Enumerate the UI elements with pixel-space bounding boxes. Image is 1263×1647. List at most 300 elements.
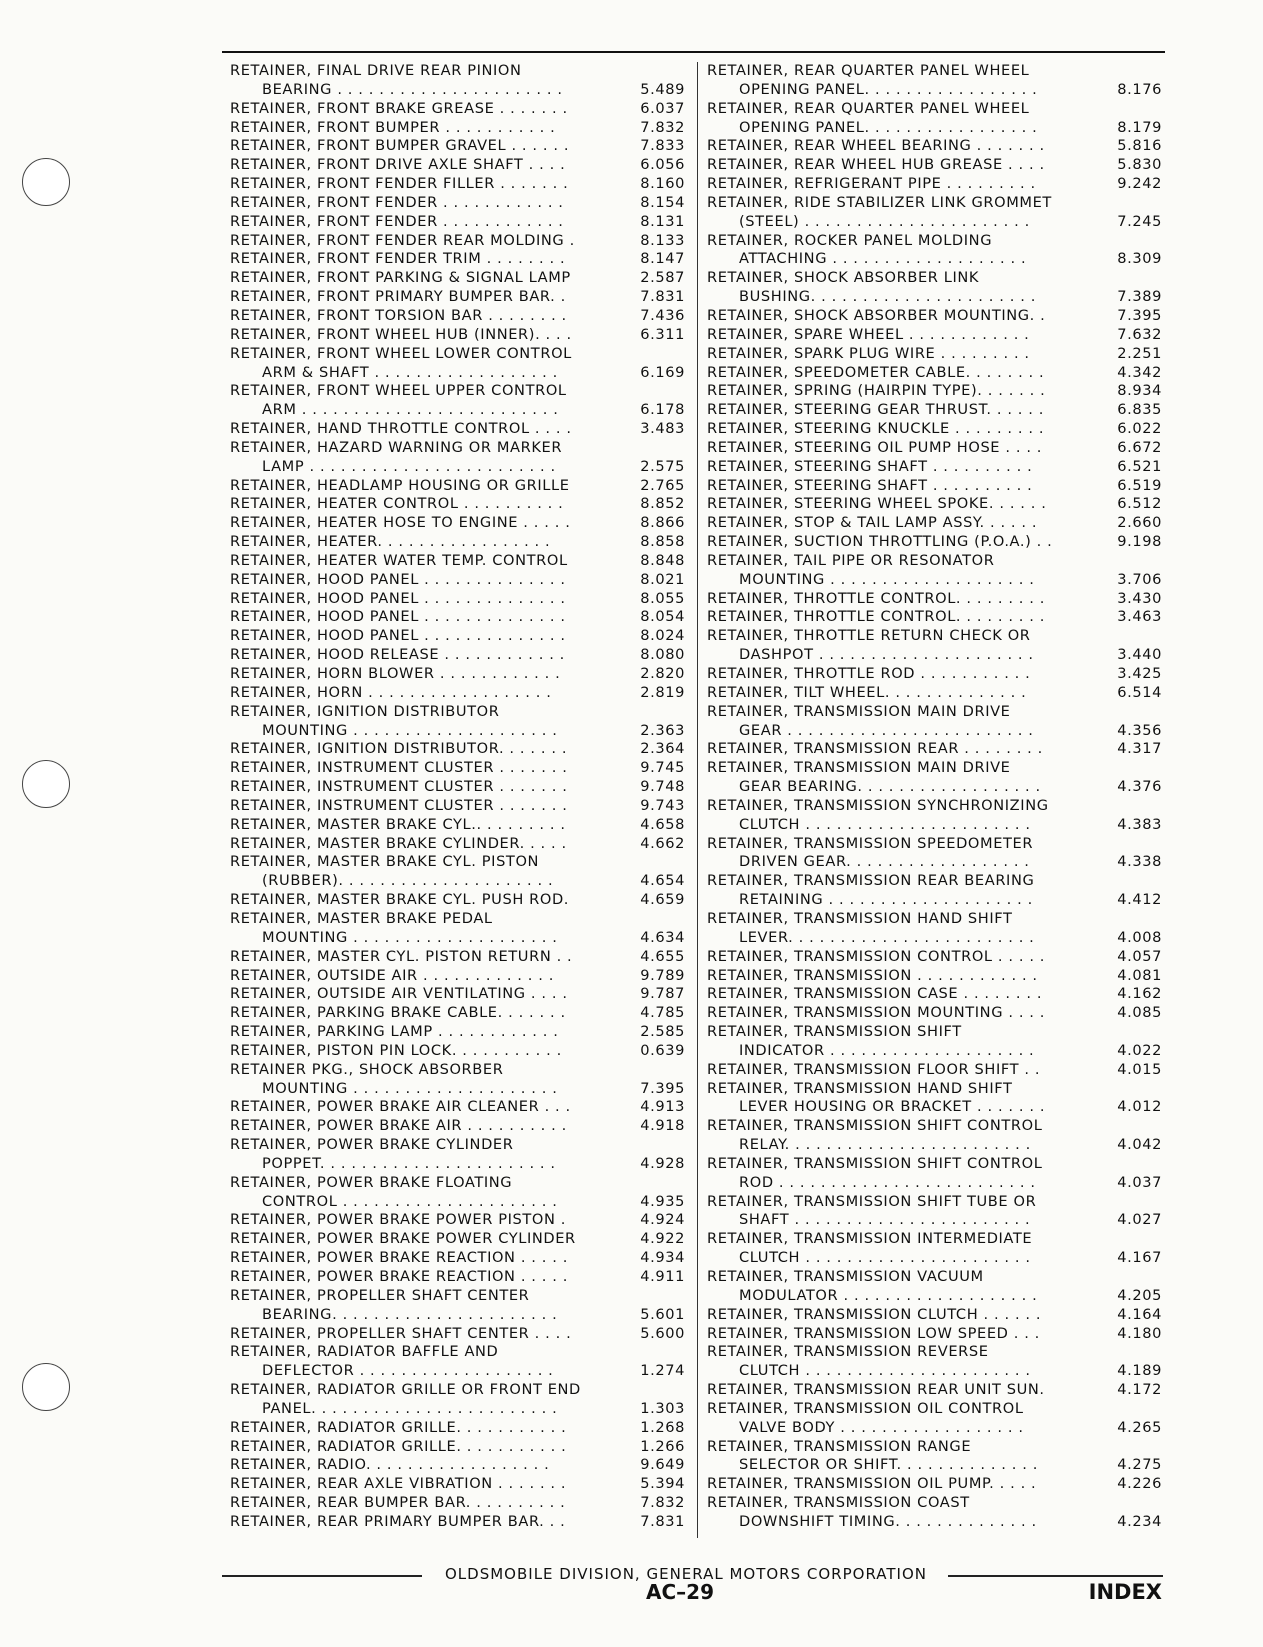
index-entry — [707, 156, 1162, 175]
entry-text: RETAINER, SPARE WHEEL . . . . . . . . . . . . — [707, 325, 1030, 343]
entry-reference: 1.266 — [640, 1437, 685, 1455]
entry-reference: 5.600 — [640, 1324, 685, 1342]
index-entry — [707, 797, 1162, 835]
entry-text: RETAINER, HOOD PANEL . . . . . . . . . . . . . . — [230, 608, 566, 626]
entry-reference: 7.831 — [640, 288, 685, 306]
entry-reference: 8.054 — [640, 608, 685, 626]
index-entry — [707, 872, 1162, 910]
entry-text: RETAINER, HEADLAMP HOUSING OR GRILLE — [230, 476, 570, 494]
entry-reference: 4.655 — [640, 947, 685, 965]
entry-description — [230, 571, 615, 590]
entry-text: RETAINER, MASTER BRAKE CYL. PUSH ROD. — [230, 891, 570, 909]
entry-reference: 2.363 — [640, 721, 685, 739]
entry-text: RETAINER, RIDE STABILIZER LINK GROMMET — [707, 193, 1052, 211]
index-entry — [230, 853, 685, 891]
entry-description — [230, 1438, 615, 1457]
entry-description — [230, 439, 615, 477]
index-entry — [230, 665, 685, 684]
entry-text: RETAINER, SUCTION THROTTLING (P.O.A.) . . — [707, 533, 1053, 551]
index-entry — [707, 1230, 1162, 1268]
index-entry — [707, 269, 1162, 307]
entry-text: RETAINER, TRANSMISSION CLUTCH . . . . . . — [707, 1305, 1042, 1323]
entry-reference: 9.743 — [640, 796, 685, 814]
entry-reference: 6.037 — [640, 99, 685, 117]
entry-description — [230, 608, 615, 627]
entry-continuation: MODULATOR . . . . . . . . . . . . . . . . . . . — [739, 1286, 1038, 1304]
entry-text: RETAINER, STEERING GEAR THRUST. . . . . . — [707, 401, 1044, 419]
entry-text: RETAINER, TRANSMISSION SHIFT TUBE OR — [707, 1192, 1037, 1210]
index-entry — [230, 1456, 685, 1475]
entry-reference: 2.820 — [640, 665, 685, 682]
index-entry — [230, 571, 685, 590]
footer-rule-right — [948, 1575, 1163, 1577]
entry-description — [707, 1230, 1092, 1268]
index-entry — [230, 835, 685, 854]
entry-reference: 4.383 — [1117, 815, 1162, 833]
entry-reference: 5.816 — [1117, 137, 1162, 155]
entry-text: RETAINER, TRANSMISSION CASE . . . . . . . . — [707, 985, 1043, 1003]
entry-reference: 8.024 — [640, 627, 685, 645]
entry-description — [230, 1475, 615, 1494]
entry-description — [707, 1023, 1092, 1061]
entry-continuation: BUSHING. . . . . . . . . . . . . . . . . . . . . . — [739, 288, 1036, 306]
entry-reference: 4.081 — [1117, 966, 1162, 984]
index-entry — [230, 326, 685, 345]
index-entry — [707, 495, 1162, 514]
entry-description — [707, 477, 1092, 496]
entry-reference: 7.389 — [1117, 288, 1162, 306]
index-entry — [707, 1023, 1162, 1061]
entry-reference: 8.147 — [640, 250, 685, 268]
entry-text: RETAINER PKG., SHOCK ABSORBER — [230, 1060, 504, 1078]
index-entry — [707, 420, 1162, 439]
entry-continuation: DOWNSHIFT TIMING. . . . . . . . . . . . . . — [739, 1512, 1037, 1530]
entry-reference: 2.251 — [1117, 344, 1162, 362]
index-entry — [707, 985, 1162, 1004]
punch-hole-middle — [22, 760, 70, 808]
entry-description — [230, 269, 615, 288]
entry-description — [230, 985, 615, 1004]
entry-description — [707, 835, 1092, 873]
entry-reference: 6.178 — [640, 401, 685, 419]
entry-description — [707, 1268, 1092, 1306]
index-entry — [707, 477, 1162, 496]
index-entry — [707, 948, 1162, 967]
entry-description — [707, 326, 1092, 345]
entry-reference: 8.080 — [640, 646, 685, 664]
entry-continuation: POPPET. . . . . . . . . . . . . . . . . . . . . . . — [262, 1154, 556, 1172]
index-entry — [230, 684, 685, 703]
entry-description — [707, 439, 1092, 458]
entry-description — [230, 1513, 615, 1532]
entry-reference: 4.662 — [640, 834, 685, 852]
entry-text: RETAINER, MASTER BRAKE CYL. PISTON — [230, 853, 540, 871]
entry-reference: 7.833 — [640, 137, 685, 155]
entry-text: RETAINER, THROTTLE RETURN CHECK OR — [707, 627, 1031, 645]
entry-text: RETAINER, HOOD PANEL . . . . . . . . . . . . . . — [230, 570, 566, 588]
entry-reference: 4.167 — [1117, 1249, 1162, 1267]
index-entry — [230, 967, 685, 986]
index-column-left — [230, 62, 685, 1542]
entry-description — [707, 1494, 1092, 1532]
punch-hole-bottom — [22, 1363, 70, 1411]
index-entry — [707, 345, 1162, 364]
entry-description — [230, 1023, 615, 1042]
entry-reference: 8.055 — [640, 589, 685, 607]
entry-description — [230, 514, 615, 533]
entry-reference: 4.785 — [640, 1004, 685, 1022]
index-entry — [230, 590, 685, 609]
entry-reference: 8.934 — [1117, 382, 1162, 400]
entry-reference: 4.275 — [1117, 1456, 1162, 1474]
entry-reference: 7.632 — [1117, 325, 1162, 343]
entry-description — [707, 552, 1092, 590]
entry-text: RETAINER, TRANSMISSION SYNCHRONIZING — [707, 796, 1049, 814]
index-entry — [707, 740, 1162, 759]
entry-reference: 8.866 — [640, 514, 685, 532]
entry-description — [707, 1325, 1092, 1344]
entry-reference: 4.634 — [640, 928, 685, 946]
entry-description — [230, 326, 615, 345]
index-entry — [707, 458, 1162, 477]
entry-description — [230, 477, 615, 496]
entry-description — [707, 307, 1092, 326]
index-entry — [230, 910, 685, 948]
entry-description — [230, 345, 615, 383]
entry-text: RETAINER, INSTRUMENT CLUSTER . . . . . . . — [230, 759, 568, 777]
entry-text: RETAINER, STEERING OIL PUMP HOSE . . . . — [707, 438, 1043, 456]
entry-description — [230, 1494, 615, 1513]
entry-continuation: OPENING PANEL. . . . . . . . . . . . . . . . . — [739, 118, 1038, 136]
entry-reference: 5.394 — [640, 1475, 685, 1493]
entry-description — [707, 232, 1092, 270]
entry-description — [230, 288, 615, 307]
entry-description — [707, 1080, 1092, 1118]
entry-text: RETAINER, MASTER BRAKE PEDAL — [230, 909, 493, 927]
entry-reference: 5.489 — [640, 80, 685, 98]
index-entry — [707, 175, 1162, 194]
entry-description — [707, 759, 1092, 797]
entry-reference: 4.654 — [640, 872, 685, 890]
entry-text: RETAINER, POWER BRAKE AIR . . . . . . . . . . — [230, 1117, 567, 1135]
entry-description — [230, 1287, 615, 1325]
index-entry — [707, 1268, 1162, 1306]
index-entry — [230, 119, 685, 138]
index-entry — [707, 1343, 1162, 1381]
index-entry — [230, 420, 685, 439]
index-entry — [707, 1193, 1162, 1231]
entry-reference: 4.164 — [1117, 1305, 1162, 1323]
page-number: AC–29 — [646, 1580, 714, 1604]
index-entry — [707, 590, 1162, 609]
entry-reference: 1.303 — [640, 1399, 685, 1417]
entry-reference: 2.587 — [640, 269, 685, 287]
index-entry — [230, 1117, 685, 1136]
entry-continuation: CONTROL . . . . . . . . . . . . . . . . . . . . . — [262, 1192, 558, 1210]
entry-text: RETAINER, SPEEDOMETER CABLE. . . . . . . . — [707, 363, 1045, 381]
entry-text: RETAINER, MASTER BRAKE CYL.. . . . . . . . . — [230, 815, 566, 833]
entry-description — [707, 514, 1092, 533]
entry-reference: 8.179 — [1117, 118, 1162, 136]
entry-reference: 4.265 — [1117, 1418, 1162, 1436]
entry-reference: 4.085 — [1117, 1004, 1162, 1022]
entry-reference: 4.162 — [1117, 985, 1162, 1003]
entry-reference: 8.309 — [1117, 250, 1162, 268]
entry-description — [707, 458, 1092, 477]
entry-reference: 4.037 — [1117, 1173, 1162, 1191]
entry-reference: 9.748 — [640, 778, 685, 796]
index-entry — [230, 345, 685, 383]
entry-description — [707, 740, 1092, 759]
entry-text: RETAINER, TRANSMISSION MAIN DRIVE — [707, 702, 1011, 720]
entry-text: RETAINER, PARKING LAMP . . . . . . . . . . . . — [230, 1023, 559, 1041]
index-entry — [230, 985, 685, 1004]
index-entry — [707, 552, 1162, 590]
entry-reference: 8.160 — [640, 175, 685, 193]
entry-description — [707, 156, 1092, 175]
entry-description — [230, 1211, 615, 1230]
index-entry — [230, 1249, 685, 1268]
index-entry — [707, 967, 1162, 986]
entry-description — [707, 627, 1092, 665]
entry-description — [707, 1381, 1092, 1400]
index-entry — [707, 439, 1162, 458]
entry-description — [230, 1098, 615, 1117]
entry-description — [230, 703, 615, 741]
entry-text: RETAINER, SHOCK ABSORBER LINK — [707, 269, 980, 287]
index-entry — [230, 797, 685, 816]
entry-description — [707, 684, 1092, 703]
entry-text: RETAINER, FRONT PRIMARY BUMPER BAR. . — [230, 288, 566, 306]
entry-text: RETAINER, FRONT FENDER REAR MOLDING . — [230, 231, 575, 249]
entry-text: RETAINER, TRANSMISSION HAND SHIFT — [707, 1079, 1013, 1097]
index-entry — [707, 382, 1162, 401]
entry-text: RETAINER, HOOD RELEASE . . . . . . . . . . . . — [230, 646, 565, 664]
entry-description — [707, 797, 1092, 835]
entry-reference: 6.835 — [1117, 401, 1162, 419]
entry-continuation: MOUNTING . . . . . . . . . . . . . . . . . . . . — [262, 721, 558, 739]
entry-description — [230, 62, 615, 100]
entry-reference: 4.189 — [1117, 1362, 1162, 1380]
entry-text: RETAINER, POWER BRAKE AIR CLEANER . . . — [230, 1098, 571, 1116]
index-entry — [230, 1211, 685, 1230]
index-entry — [230, 62, 685, 100]
entry-text: RETAINER, FRONT WHEEL LOWER CONTROL — [230, 344, 572, 362]
index-entry — [230, 213, 685, 232]
index-entry — [230, 100, 685, 119]
entry-text: RETAINER, MASTER BRAKE CYLINDER. . . . . — [230, 834, 567, 852]
entry-text: RETAINER, TRANSMISSION OIL PUMP. . . . . — [707, 1475, 1037, 1493]
index-entry — [230, 1381, 685, 1419]
entry-text: RETAINER, SHOCK ABSORBER MOUNTING. . — [707, 306, 1046, 324]
index-entry — [707, 759, 1162, 797]
entry-reference: 6.514 — [1117, 683, 1162, 701]
entry-text: RETAINER, FRONT FENDER FILLER . . . . . . . — [230, 175, 569, 193]
entry-text: RETAINER, REAR BUMPER BAR. . . . . . . . . . — [230, 1494, 566, 1512]
entry-description — [230, 1174, 615, 1212]
entry-text: RETAINER, TRANSMISSION SHIFT CONTROL — [707, 1154, 1043, 1172]
entry-text: RETAINER, STEERING KNUCKLE . . . . . . . . . — [707, 420, 1045, 438]
entry-text: RETAINER, FRONT DRIVE AXLE SHAFT . . . . — [230, 156, 566, 174]
index-entry — [230, 495, 685, 514]
entry-continuation: DEFLECTOR . . . . . . . . . . . . . . . . . . . — [262, 1362, 554, 1380]
entry-text: RETAINER, PISTON PIN LOCK. . . . . . . . . . . — [230, 1041, 562, 1059]
entry-text: RETAINER, FRONT FENDER . . . . . . . . . . . . — [230, 193, 564, 211]
entry-description — [707, 533, 1092, 552]
entry-description — [230, 100, 615, 119]
entry-reference: 6.022 — [1117, 420, 1162, 438]
entry-reference: 4.172 — [1117, 1381, 1162, 1399]
entry-description — [230, 194, 615, 213]
entry-reference: 8.852 — [640, 495, 685, 513]
entry-text: RETAINER, STEERING WHEEL SPOKE. . . . . . — [707, 495, 1047, 513]
entry-reference: 7.245 — [1117, 212, 1162, 230]
entry-description — [230, 232, 615, 251]
entry-reference: 9.198 — [1117, 533, 1162, 551]
entry-description — [230, 816, 615, 835]
entry-text: RETAINER, POWER BRAKE POWER CYLINDER — [230, 1230, 576, 1248]
entry-reference: 5.601 — [640, 1305, 685, 1323]
index-entry — [230, 1023, 685, 1042]
entry-reference: 2.575 — [640, 457, 685, 475]
entry-continuation: MOUNTING . . . . . . . . . . . . . . . . . . . . — [262, 928, 558, 946]
index-entry — [707, 1306, 1162, 1325]
entry-description — [707, 382, 1092, 401]
index-entry — [230, 1061, 685, 1099]
index-entry — [230, 288, 685, 307]
entry-description — [707, 608, 1092, 627]
entry-reference: 4.317 — [1117, 740, 1162, 758]
entry-description — [230, 1325, 615, 1344]
entry-description — [707, 948, 1092, 967]
index-entry — [707, 703, 1162, 741]
entry-text: RETAINER, TRANSMISSION SPEEDOMETER — [707, 834, 1034, 852]
entry-description — [707, 194, 1092, 232]
index-entry — [707, 194, 1162, 232]
entry-continuation: SELECTOR OR SHIFT. . . . . . . . . . . . . . — [739, 1456, 1038, 1474]
entry-description — [707, 62, 1092, 100]
index-entry — [707, 665, 1162, 684]
entry-reference: 6.512 — [1117, 495, 1162, 513]
entry-continuation: (STEEL) . . . . . . . . . . . . . . . . . . . . . . — [739, 212, 1030, 230]
index-entry — [230, 1494, 685, 1513]
entry-description — [230, 740, 615, 759]
entry-reference: 3.425 — [1117, 665, 1162, 682]
index-entry — [707, 608, 1162, 627]
entry-text: RETAINER, POWER BRAKE REACTION . . . . . — [230, 1249, 568, 1267]
entry-description — [230, 552, 615, 571]
index-entry — [707, 100, 1162, 138]
entry-reference: 3.463 — [1117, 608, 1162, 626]
entry-continuation: MOUNTING . . . . . . . . . . . . . . . . . . . . — [262, 1079, 558, 1097]
entry-reference: 4.356 — [1117, 721, 1162, 739]
entry-text: RETAINER, TRANSMISSION LOW SPEED . . . — [707, 1324, 1040, 1342]
entry-description — [707, 420, 1092, 439]
entry-text: RETAINER, REFRIGERANT PIPE . . . . . . . . . — [707, 175, 1036, 193]
entry-text: RETAINER, PROPELLER SHAFT CENTER . . . . — [230, 1324, 572, 1342]
index-entry — [230, 703, 685, 741]
entry-description — [230, 590, 615, 609]
index-entry — [230, 137, 685, 156]
index-entry — [230, 1419, 685, 1438]
index-entry — [707, 232, 1162, 270]
entry-text: RETAINER, THROTTLE CONTROL. . . . . . . . . — [707, 589, 1045, 607]
entry-description — [707, 495, 1092, 514]
entry-text: RETAINER, REAR QUARTER PANEL WHEEL — [707, 62, 1030, 79]
entry-text: RETAINER, RADIO. . . . . . . . . . . . . . . . . . — [230, 1456, 550, 1474]
entry-text: RETAINER, SPRING (HAIRPIN TYPE). . . . . . . — [707, 382, 1046, 400]
entry-description — [230, 967, 615, 986]
entry-reference: 7.832 — [640, 118, 685, 136]
entry-reference: 7.436 — [640, 306, 685, 324]
entry-continuation: LEVER. . . . . . . . . . . . . . . . . . . . . . . . — [739, 928, 1035, 946]
footer-rule-left — [222, 1575, 422, 1577]
entry-description — [230, 495, 615, 514]
entry-reference: 1.274 — [640, 1362, 685, 1380]
entry-description — [230, 1136, 615, 1174]
entry-description — [230, 910, 615, 948]
entry-text: RETAINER, FRONT BUMPER GRAVEL . . . . . . — [230, 137, 570, 155]
entry-text: RETAINER, IGNITION DISTRIBUTOR. . . . . . . — [230, 740, 568, 758]
entry-reference: 8.858 — [640, 533, 685, 551]
entry-continuation: VALVE BODY . . . . . . . . . . . . . . . . . . — [739, 1418, 1024, 1436]
entry-reference: 3.430 — [1117, 589, 1162, 607]
entry-text: RETAINER, INSTRUMENT CLUSTER . . . . . . . — [230, 778, 568, 796]
entry-continuation: RELAY. . . . . . . . . . . . . . . . . . . . . . . . — [739, 1136, 1031, 1154]
entry-reference: 6.056 — [640, 156, 685, 174]
index-entry — [230, 307, 685, 326]
entry-text: RETAINER, REAR WHEEL BEARING . . . . . . . — [707, 137, 1045, 155]
entry-continuation: CLUTCH . . . . . . . . . . . . . . . . . . . . . . — [739, 1249, 1031, 1267]
entry-reference: 4.412 — [1117, 891, 1162, 909]
index-entry — [230, 1174, 685, 1212]
entry-reference: 6.169 — [640, 363, 685, 381]
entry-description — [230, 1381, 615, 1419]
entry-description — [230, 1042, 615, 1061]
index-entry — [707, 1080, 1162, 1118]
index-entry — [230, 1287, 685, 1325]
entry-reference: 8.154 — [640, 193, 685, 211]
entry-reference: 4.924 — [640, 1211, 685, 1229]
index-entry — [230, 759, 685, 778]
entry-text: RETAINER, HOOD PANEL . . . . . . . . . . . . . . — [230, 627, 566, 645]
entry-reference: 3.440 — [1117, 646, 1162, 664]
entry-description — [230, 119, 615, 138]
punch-hole-top — [22, 158, 70, 206]
index-entry — [707, 1004, 1162, 1023]
entry-reference: 4.342 — [1117, 363, 1162, 381]
index-entry — [230, 477, 685, 496]
entry-continuation: ROD . . . . . . . . . . . . . . . . . . . . . . . . . — [739, 1173, 1036, 1191]
entry-reference: 4.057 — [1117, 947, 1162, 965]
entry-description — [230, 1249, 615, 1268]
entry-text: RETAINER, STEERING SHAFT . . . . . . . . . . — [707, 457, 1033, 475]
entry-reference: 7.832 — [640, 1494, 685, 1512]
entry-description — [230, 1230, 615, 1249]
entry-reference: 4.180 — [1117, 1324, 1162, 1342]
entry-reference: 2.765 — [640, 476, 685, 494]
entry-text: RETAINER, REAR QUARTER PANEL WHEEL — [707, 99, 1030, 117]
entry-continuation: MOUNTING . . . . . . . . . . . . . . . . . . . . — [739, 570, 1035, 588]
entry-text: RETAINER, TRANSMISSION SHIFT — [707, 1023, 962, 1041]
entry-description — [230, 797, 615, 816]
index-entry — [230, 646, 685, 665]
entry-text: RETAINER, RADIATOR GRILLE. . . . . . . . . . . — [230, 1437, 567, 1455]
entry-text: RETAINER, POWER BRAKE REACTION . . . . . — [230, 1268, 568, 1285]
entry-description — [230, 948, 615, 967]
entry-reference: 4.376 — [1117, 778, 1162, 796]
entry-reference: 4.913 — [640, 1098, 685, 1116]
